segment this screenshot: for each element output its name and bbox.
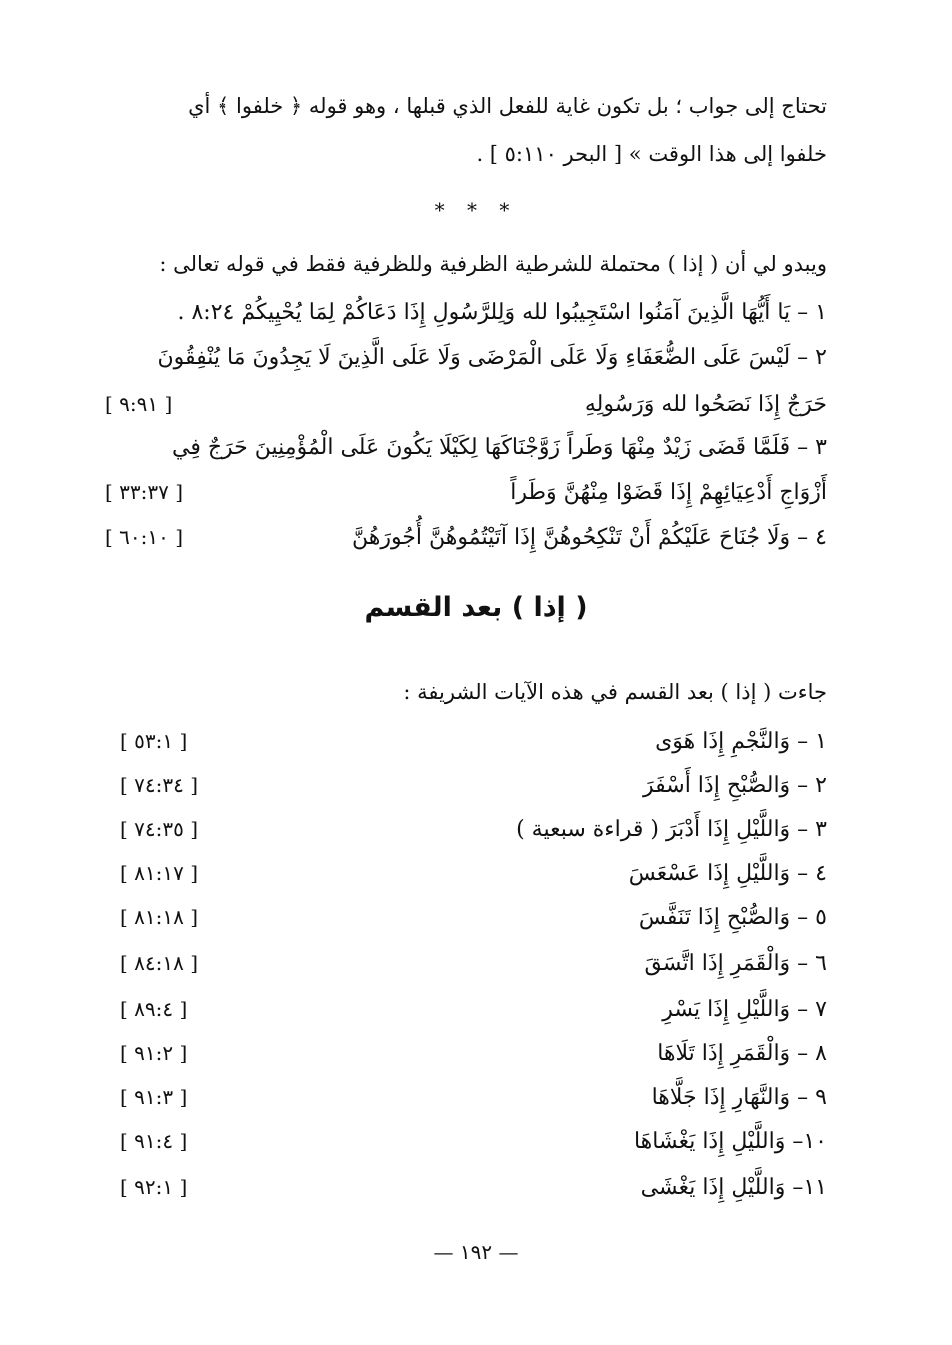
paragraph-line: خلفوا إلى هذا الوقت » [ البحر ٥:١١٠ ] . xyxy=(476,142,827,166)
verse-text: حَرَجٌ إِذَا نَصَحُوا لله وَرَسُولِهِ xyxy=(584,391,827,417)
conditional-verse-4 xyxy=(105,515,827,559)
oath-verse-4 xyxy=(120,852,827,894)
conditional-verse-1 xyxy=(105,290,827,334)
oath-intro: جاءت ( إذا ) بعد القسم في هذه الآيات الشريفة : xyxy=(403,680,827,704)
verse-reference: [ ٨١:١٧ ] xyxy=(120,861,199,885)
conditional-verse-2-cont xyxy=(105,382,827,426)
verse-reference: [ ٩١:٣ ] xyxy=(120,1085,188,1109)
oath-verse-10 xyxy=(120,1120,827,1162)
oath-verse-11 xyxy=(120,1166,827,1208)
verse-text: أَزْوَاجِ أَدْعِيَائِهِمْ إِذَا قَضَوْا مِنْهُنَّ وَطَراً xyxy=(510,479,827,505)
verse-text: ٣ – فَلَمَّا قَضَى زَيْدٌ مِنْهَا وَطَراً زَوَّجْنَاكَهَا لِكَيْلَا يَكُونَ عَلَى الْمُؤْمِنِينَ حَرَجٌ فِي xyxy=(171,434,827,460)
conditional-verse-3-cont xyxy=(105,470,827,514)
verse-reference: [ ٧٤:٣٥ ] xyxy=(120,817,199,841)
verse-text: ١٠– وَاللَّيْلِ إِذَا يَغْشَاهَا xyxy=(633,1128,827,1154)
verse-text: ٤ – وَاللَّيْلِ إِذَا عَسْعَسَ xyxy=(628,860,827,886)
verse-reference: [ ٧٤:٣٤ ] xyxy=(120,773,199,797)
section-heading: ( إذا ) بعد القسم xyxy=(364,592,588,623)
verse-reference: [ ٦٠:١٠ ] xyxy=(105,525,184,549)
page-number: — ١٩٢ — xyxy=(433,1240,519,1264)
verse-reference: [ ٨٤:١٨ ] xyxy=(120,951,199,975)
verse-text: ٩ – وَالنَّهَارِ إِذَا جَلَّاهَا xyxy=(651,1084,827,1110)
oath-verse-2 xyxy=(120,764,827,806)
conditional-verse-3 xyxy=(105,425,827,469)
verse-reference: [ ٨١:١٨ ] xyxy=(120,905,199,929)
verse-text: ١ – يَا أَيُّهَا الَّذِينَ آمَنُوا اسْتَجِيبُوا لله وَلِلرَّسُولِ إِذَا دَعَاكُمْ لِمَا يُحْيِيكُمْ ٨:٢٤ . xyxy=(177,299,827,325)
verse-text: ٥ – وَالصُّبْحِ إِذَا تَنَفَّسَ xyxy=(638,904,827,930)
verse-text: ١١– وَاللَّيْلِ إِذَا يَغْشَى xyxy=(640,1174,827,1200)
paragraph-line: تحتاج إلى جواب ؛ بل تكون غاية للفعل الذي قبلها ، وهو قوله ﴿ خلفوا ﴾ أي xyxy=(188,94,827,118)
verse-reference: [ ٥٣:١ ] xyxy=(120,729,188,753)
oath-verse-5 xyxy=(120,896,827,938)
verse-text: ٧ – وَاللَّيْلِ إِذَا يَسْرِ xyxy=(662,996,827,1022)
verse-text: ٦ – وَالْقَمَرِ إِذَا اتَّسَقَ xyxy=(644,950,827,976)
verse-text: ٢ – وَالصُّبْحِ إِذَا أَسْفَرَ xyxy=(643,772,827,798)
verse-reference: [ ٩:٩١ ] xyxy=(105,392,173,416)
verse-reference: [ ٣٣:٣٧ ] xyxy=(105,480,184,504)
verse-text: ٤ – وَلَا جُنَاحَ عَلَيْكُمْ أَنْ تَنْكِحُوهُنَّ إِذَا آتَيْتُمُوهُنَّ أُجُورَهُنَّ xyxy=(351,524,827,550)
top-paragraph xyxy=(105,82,827,178)
oath-verse-9 xyxy=(120,1076,827,1118)
verse-text: ٢ – لَيْسَ عَلَى الضُّعَفَاءِ وَلَا عَلَى الْمَرْضَى وَلَا عَلَى الَّذِينَ لَا يَجِدُونَ مَا يُنْفِقُونَ xyxy=(157,344,827,370)
verse-reference: [ ٨٩:٤ ] xyxy=(120,997,188,1021)
conditional-intro: ويبدو لي أن ( إذا ) محتملة للشرطية الظرفية وللظرفية فقط في قوله تعالى : xyxy=(159,252,827,276)
verse-reference: [ ٩٢:١ ] xyxy=(120,1175,188,1199)
oath-verse-7 xyxy=(120,988,827,1030)
oath-verse-6 xyxy=(120,942,827,984)
separator-stars: * * * xyxy=(434,198,518,222)
verse-reference: [ ٩١:٤ ] xyxy=(120,1129,188,1153)
verse-reference: [ ٩١:٢ ] xyxy=(120,1041,188,1065)
verse-text: ٨ – وَالْقَمَرِ إِذَا تَلَاهَا xyxy=(657,1040,827,1066)
verse-text: ٣ – وَاللَّيْلِ إِذَا أَدْبَرَ ( قراءة سبعية ) xyxy=(516,816,827,842)
conditional-verse-2 xyxy=(105,335,827,379)
oath-verse-8 xyxy=(120,1032,827,1074)
verse-text: ١ – وَالنَّجْمِ إِذَا هَوَى xyxy=(655,728,827,754)
oath-verse-1 xyxy=(120,720,827,762)
oath-verse-3 xyxy=(120,808,827,850)
